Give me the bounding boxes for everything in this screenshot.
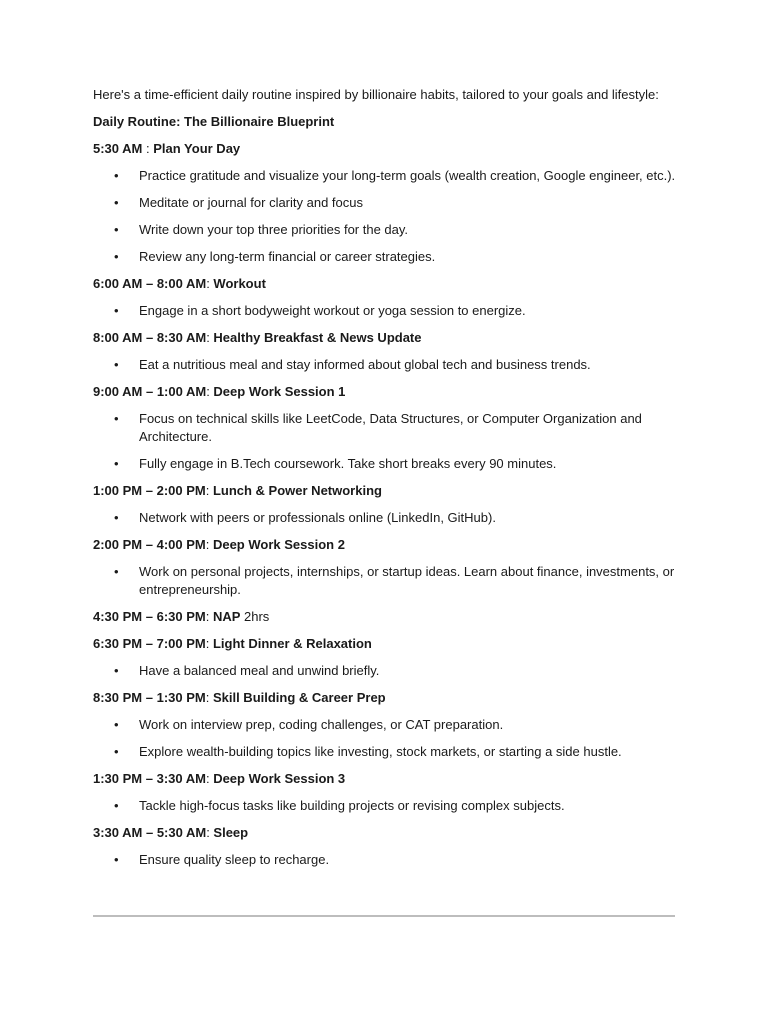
section-name: Deep Work Session 1 [213, 384, 346, 399]
bullet-icon: • [114, 798, 119, 813]
list-item-text: Have a balanced meal and unwind briefly. [139, 663, 380, 678]
bullet-list [93, 302, 678, 320]
section-name: Skill Building & Career Prep [212, 690, 386, 705]
section-heading [93, 824, 678, 851]
list-item-text: Tackle high-focus tasks like building projects or revising complex subjects. [139, 798, 565, 813]
routine-section [93, 536, 678, 599]
list-item-text: Write down your top three priorities for the day. [139, 222, 409, 237]
section-separator: : [205, 690, 213, 705]
list-item [93, 851, 678, 869]
list-item [93, 509, 678, 527]
section-separator: : [206, 330, 214, 345]
list-item [93, 563, 678, 599]
bullet-icon: • [114, 663, 119, 678]
routine-section [93, 329, 678, 374]
list-item [93, 662, 678, 680]
section-name: Sleep [213, 825, 249, 840]
routine-sections [93, 140, 678, 869]
bullet-icon: • [114, 510, 119, 525]
list-item [93, 221, 678, 239]
list-item [93, 356, 678, 374]
list-item-text: Network with peers or professionals online (LinkedIn, GitHub). [139, 510, 496, 525]
list-item-text: Work on personal projects, internships, or startup ideas. Learn about finance, investments, or entrepreneurship. [139, 564, 675, 597]
section-name: Healthy Breakfast & News Update [213, 330, 422, 345]
bullet-icon: • [114, 168, 119, 183]
routine-section [93, 383, 678, 473]
section-heading [93, 140, 678, 167]
section-name: NAP [212, 609, 241, 624]
bullet-icon: • [114, 852, 119, 867]
section-note: 2hrs [240, 609, 270, 624]
section-name: Light Dinner & Relaxation [212, 636, 372, 651]
list-item-text: Ensure quality sleep to recharge. [139, 852, 330, 867]
list-item [93, 797, 678, 815]
bullet-list [93, 851, 678, 869]
bullet-list [93, 563, 678, 599]
list-item-text: Work on interview prep, coding challenges, or CAT preparation. [139, 717, 504, 732]
list-item [93, 410, 678, 446]
list-item [93, 716, 678, 734]
bullet-icon: • [114, 249, 119, 264]
bullet-list [93, 356, 678, 374]
list-item [93, 743, 678, 761]
section-time: 8:00 AM – 8:30 AM [93, 330, 207, 345]
routine-section [93, 689, 678, 761]
section-heading [93, 482, 678, 509]
routine-section [93, 482, 678, 527]
bullet-list [93, 509, 678, 527]
section-separator: : [205, 537, 213, 552]
intro-paragraph: Here's a time-efficient daily routine inspired by billionaire habits, tailored to your goals and lifestyle: [93, 87, 659, 102]
list-item-text: Meditate or journal for clarity and focus [139, 195, 363, 210]
list-item-text: Practice gratitude and visualize your long-term goals (wealth creation, Google engineer, etc.). [139, 168, 676, 183]
list-item-text: Focus on technical skills like LeetCode, Data Structures, or Computer Organization and Architecture. [139, 411, 642, 444]
section-time: 8:30 PM – 1:30 PM [93, 690, 206, 705]
list-item [93, 248, 678, 266]
section-heading [93, 770, 678, 797]
list-item [93, 194, 678, 212]
section-separator: : [206, 825, 214, 840]
section-name: Deep Work Session 2 [212, 537, 345, 552]
section-heading [93, 536, 678, 563]
horizontal-rule [93, 915, 675, 917]
routine-section [93, 635, 678, 680]
list-item-text: Eat a nutritious meal and stay informed about global tech and business trends. [139, 357, 591, 372]
list-item [93, 455, 678, 473]
section-time: 6:00 AM – 8:00 AM [93, 276, 207, 291]
section-heading [93, 689, 678, 716]
section-time: 3:30 AM – 5:30 AM [93, 825, 207, 840]
bullet-list [93, 167, 678, 266]
bullet-icon: • [114, 357, 119, 372]
bullet-icon: • [114, 195, 119, 210]
routine-section [93, 140, 678, 266]
section-separator: : [205, 771, 214, 786]
list-item-text: Explore wealth-building topics like investing, stock markets, or starting a side hustle. [139, 744, 622, 759]
section-heading [93, 275, 678, 302]
section-time: 5:30 AM [93, 141, 143, 156]
list-item [93, 302, 678, 320]
bullet-icon: • [114, 717, 119, 732]
section-name: Deep Work Session 3 [213, 771, 346, 786]
section-time: 6:30 PM – 7:00 PM [93, 636, 206, 651]
bullet-icon: • [114, 564, 119, 579]
section-heading [93, 329, 678, 356]
bullet-icon: • [114, 411, 119, 426]
section-separator: : [205, 609, 213, 624]
section-time: 9:00 AM – 1:00 AM [93, 384, 207, 399]
bullet-icon: • [114, 303, 119, 318]
document-body [93, 86, 678, 878]
list-item-text: Engage in a short bodyweight workout or yoga session to energize. [139, 303, 526, 318]
bullet-list [93, 797, 678, 815]
routine-section [93, 824, 678, 869]
section-separator: : [206, 276, 214, 291]
section-separator: : [142, 141, 154, 156]
bullet-list [93, 410, 678, 473]
list-item-text: Fully engage in B.Tech coursework. Take short breaks every 90 minutes. [139, 456, 557, 471]
bullet-icon: • [114, 222, 119, 237]
section-separator: : [205, 636, 213, 651]
bullet-icon: • [114, 744, 119, 759]
section-heading [93, 635, 678, 662]
section-name: Workout [213, 276, 266, 291]
document-title: Daily Routine: The Billionaire Blueprint [93, 114, 335, 129]
list-item [93, 167, 678, 185]
section-time: 2:00 PM – 4:00 PM [93, 537, 206, 552]
section-name: Lunch & Power Networking [212, 483, 382, 498]
routine-section [93, 275, 678, 320]
routine-section [93, 608, 678, 635]
list-item-text: Review any long-term financial or career strategies. [139, 249, 436, 264]
routine-section [93, 770, 678, 815]
section-time: 1:30 PM – 3:30 AM [93, 771, 206, 786]
section-name: Plan Your Day [153, 141, 241, 156]
section-heading [93, 608, 678, 635]
bullet-list [93, 716, 678, 761]
section-time: 1:00 PM – 2:00 PM [93, 483, 206, 498]
bullet-icon: • [114, 456, 119, 471]
bullet-list [93, 662, 678, 680]
section-separator: : [206, 384, 214, 399]
section-separator: : [205, 483, 213, 498]
section-time: 4:30 PM – 6:30 PM [93, 609, 206, 624]
section-heading [93, 383, 678, 410]
